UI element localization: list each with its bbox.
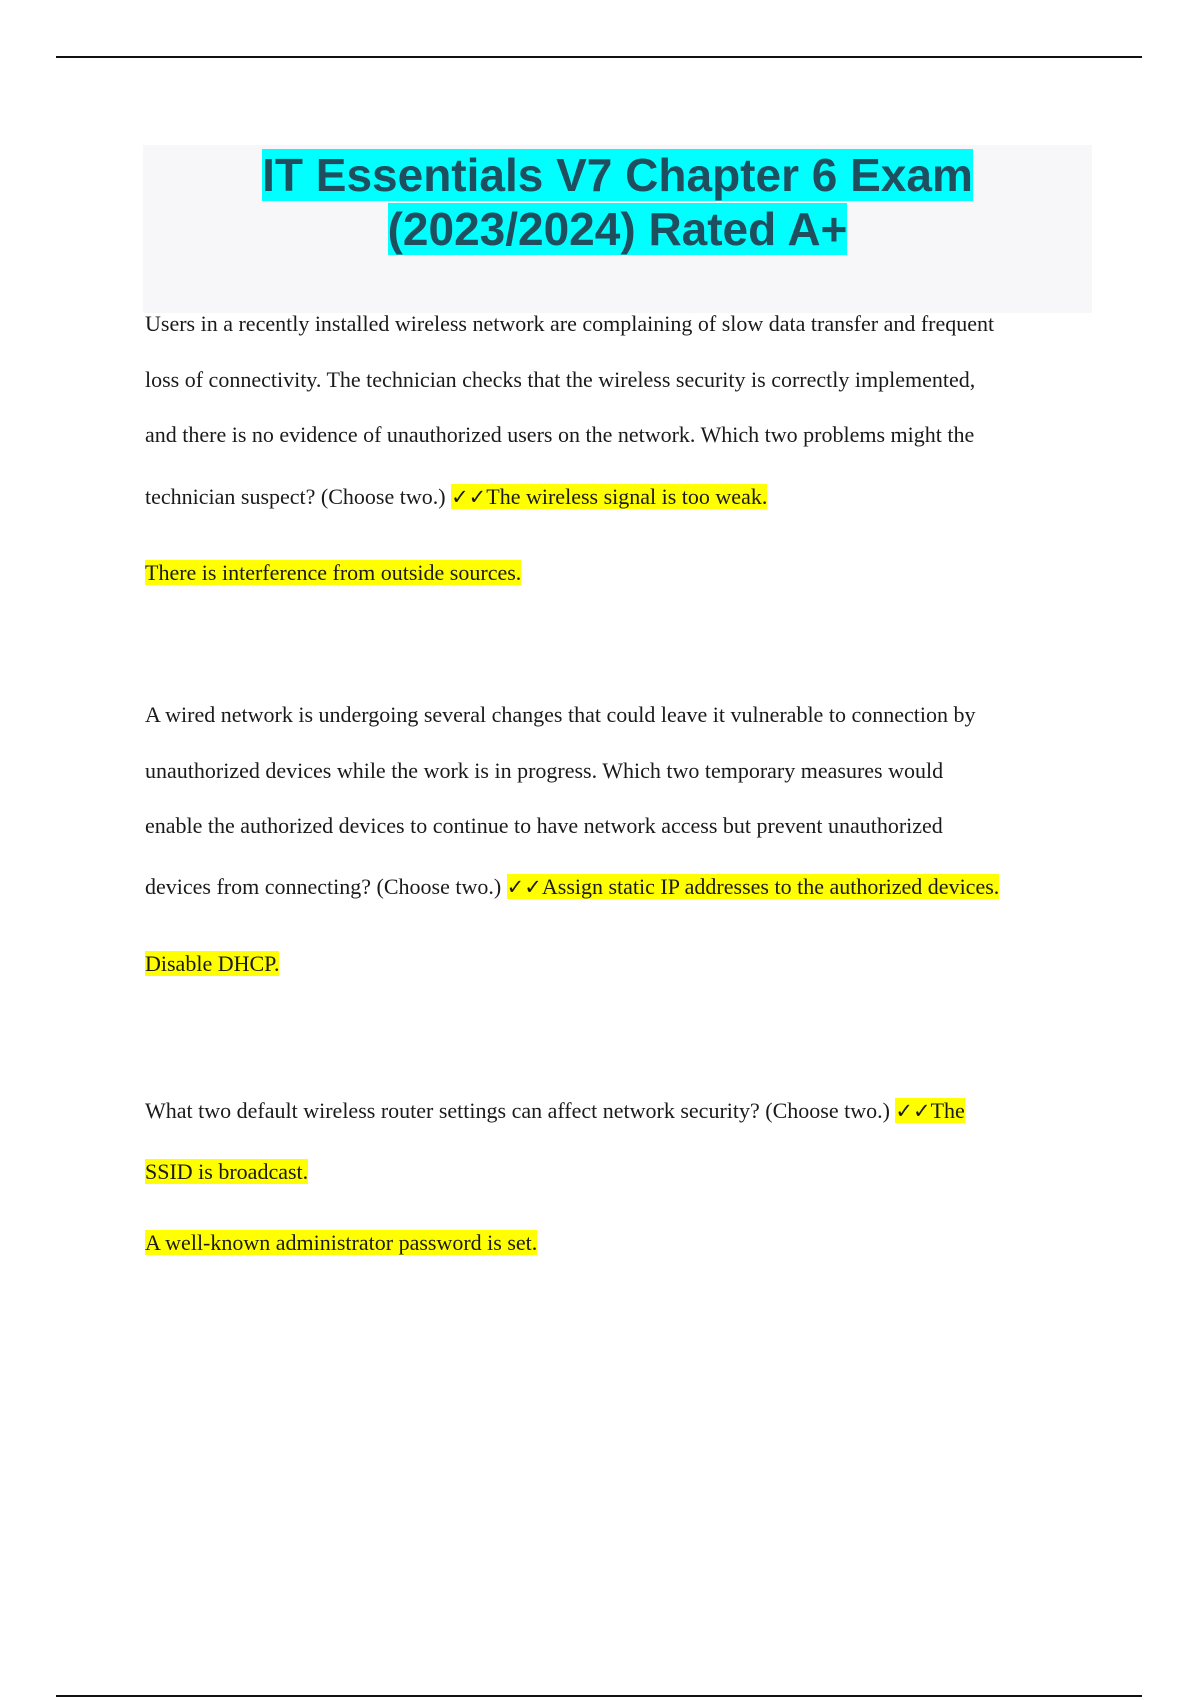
q3-answer-line-2 <box>145 1231 1095 1255</box>
q2-line-3: enable the authorized devices to continue to have network access but prevent unauthorized <box>145 813 943 838</box>
q2-answer-1: Assign static IP addresses to the authorized devices. <box>541 874 1000 899</box>
check-icon: ✓✓ <box>895 1099 931 1123</box>
title-line-1: IT Essentials V7 Chapter 6 Exam <box>262 149 973 201</box>
q2-line-4 <box>145 875 1095 899</box>
q2-answer-line-2 <box>145 952 1095 976</box>
q3-question: What two default wireless router settings can affect network security? (Choose two.) <box>145 1098 896 1123</box>
q1-answer-highlight <box>451 484 767 509</box>
q2-question-end: devices from connecting? (Choose two.) <box>145 874 507 899</box>
q2-line-1: A wired network is undergoing several changes that could leave it vulnerable to connection by <box>145 702 976 727</box>
q3-line-1 <box>145 1099 1095 1123</box>
page-title <box>143 145 1092 256</box>
q1-line-4 <box>145 485 1095 509</box>
title-block <box>143 145 1092 313</box>
bottom-rule <box>56 1695 1142 1697</box>
q2-line-2: unauthorized devices while the work is in progress. Which two temporary measures would <box>145 758 944 783</box>
title-line-2: (2023/2024) Rated A+ <box>387 203 848 255</box>
q1-answer-2: There is interference from outside sources. <box>145 560 522 585</box>
q1-line-3: and there is no evidence of unauthorized users on the network. Which two problems might the <box>145 422 975 447</box>
q3-answer-2: A well-known administrator password is set. <box>145 1230 538 1255</box>
q1-line-2: loss of connectivity. The technician checks that the wireless security is correctly implemented, <box>145 367 976 392</box>
check-icon: ✓✓ <box>451 485 487 509</box>
q3-answer-1-start: The <box>930 1098 965 1123</box>
top-rule <box>56 56 1142 58</box>
q1-answer-1: The wireless signal is too weak. <box>486 484 768 509</box>
q3-line-2 <box>145 1160 1095 1184</box>
q2-answer-highlight <box>507 874 1000 899</box>
q1-line-1: Users in a recently installed wireless network are complaining of slow data transfer and frequent <box>145 311 995 336</box>
check-icon: ✓✓ <box>506 875 542 899</box>
q2-answer-2: Disable DHCP. <box>145 951 280 976</box>
q3-answer-1-end: SSID is broadcast. <box>145 1159 309 1184</box>
q1-answer-line-2 <box>145 561 1095 585</box>
q1-question-end: technician suspect? (Choose two.) <box>145 484 452 509</box>
q3-answer-highlight <box>895 1098 964 1123</box>
